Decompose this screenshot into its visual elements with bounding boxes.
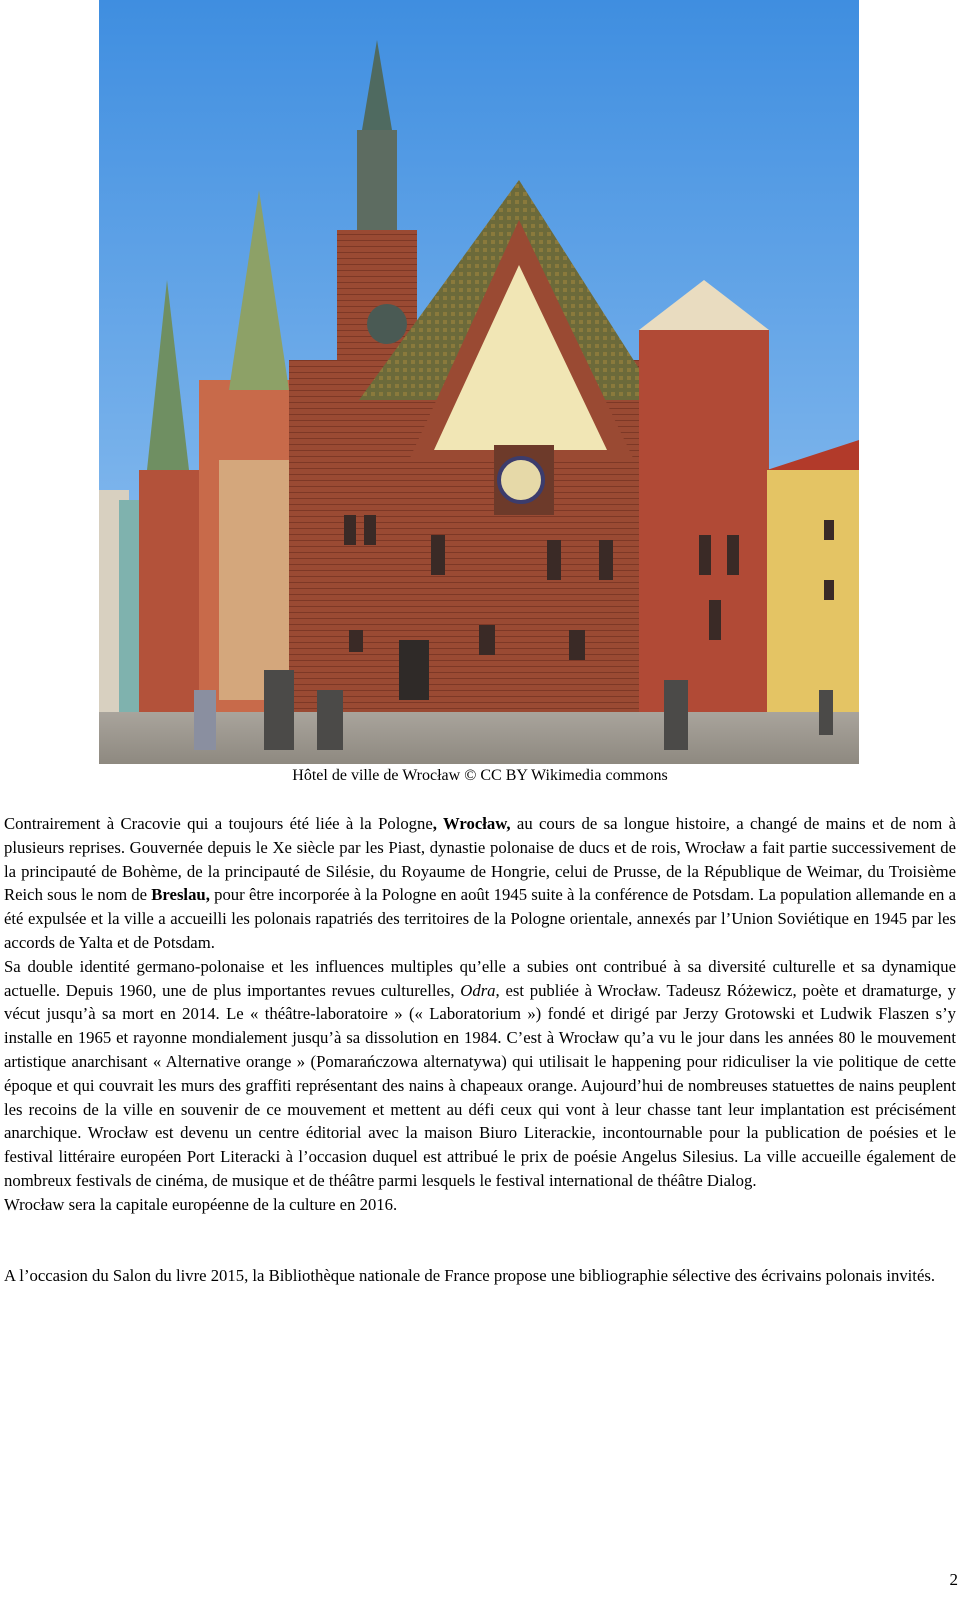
paragraph-culture: Sa double identité germano-polonaise et les influences multiples qu’elle a subies ont contribué à sa diversité culturelle et sa dynamique actuelle. Depuis 1960, une de plus importantes revues culturelles, Odra, est publiée à Wrocław. Tadeusz Różewicz, poète et dramaturge, y vécut jusqu’à sa mort en 2014. Le « théâtre-laboratoire » (« Laboratorium ») fondé et dirigé par Jerzy Grotowski et Ludwik Flaszen s’y installe en 1965 et rayonne mondialement jusqu’à sa dissolution en 1984. C’est à Wrocław qu’a vu le jour dans les années 80 le mouvement artistique anarchisant « Alternative orange » (Pomarańczowa alternatywa) qui utilisait le happening pour ridiculiser la vie politique de cette époque et qui couvrait les murs des graffiti représentant des nains à chapeaux orange. Aujourd’hui de nombreuses statuettes de nains peuplent les recoins de la ville en souvenir de ce mouvement et mettent au défi ceux qui vont à leur chasse tant leur implantation est précisément anarchique. Wrocław est devenu un centre éditorial avec la maison Biuro Literackie, incontournable pour la publication de poésies et le festival littéraire européen Port Literacki à l’occasion duquel est attribué le prix de poésie Angelus Silesius. La ville accueille également de nombreux festivals de cinéma, de musique et de théâtre parmi lesquels le festival international de théâtre Dialog.: [4, 956, 956, 1190]
paragraph-salon: A l’occasion du Salon du livre 2015, la Bibliothèque nationale de France propose une bibliographie sélective des écrivains polonais invités.: [4, 1265, 936, 1285]
town-hall-photo: [99, 0, 859, 764]
paragraph-history: Contrairement à Cracovie qui a toujours été liée à la Pologne, Wrocław, au cours de sa longue histoire, a changé de mains et de nom à plusieurs reprises. Gouvernée depuis le Xe siècle par les Piast, dynastie polonaise de ducs et de rois, Wrocław a fait partie successivement de la principauté de Bohème, de la principauté de Silésie, du Royaume de Hongrie, celui de Prusse, de la République de Weimar, du Troisième Reich sous le nom de Breslau, pour être incorporée à la Pologne en août 1945 suite à la conférence de Potsdam. La population allemande en a été expulsée et la ville a accueilli les polonais rapatriés des territoires de la Pologne orientale, annexés par l’Union Soviétique en 1945 par les accords de Yalta et de Potsdam.: [4, 814, 957, 952]
paragraph-capital: Wrocław sera la capitale européenne de la culture en 2016.: [4, 1194, 398, 1214]
page-number: 2: [949, 1570, 958, 1589]
figure-caption: Hôtel de ville de Wrocław © CC BY Wikimedia commons: [292, 767, 668, 784]
body-text: [4, 812, 956, 1287]
